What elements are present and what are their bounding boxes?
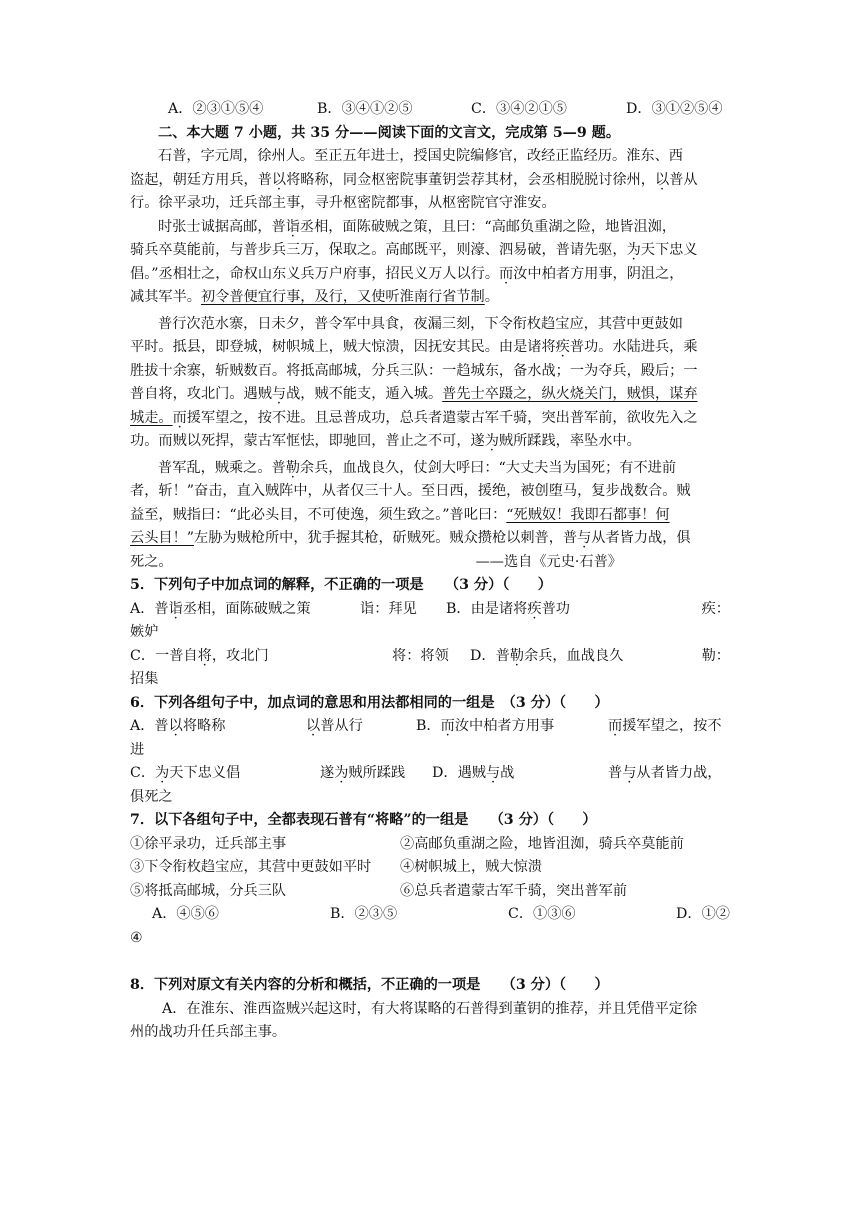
passage-paragraph-1 bbox=[130, 145, 730, 216]
dotted-char: 以 bbox=[168, 718, 183, 734]
wrap-line: 招集 bbox=[130, 671, 159, 687]
q4-options bbox=[130, 98, 730, 122]
text-line: 城走。而援军望之，按不进。且忌普成功，总兵者遣蒙古军千骑，突出普军前，欲收先入之 bbox=[130, 409, 698, 426]
q7-options bbox=[130, 903, 730, 927]
dotted-char: 以 bbox=[654, 171, 670, 188]
underlined-sentence: 初令普便宜行事，及行，又使听淮南行省节制 bbox=[200, 289, 485, 305]
statement-row: ⑤将抵高邮城，分兵三队 ⑥总兵者遣蒙古军千骑，突出普军前 bbox=[130, 882, 628, 899]
question-5 bbox=[130, 574, 730, 692]
dotted-char: 疾 bbox=[555, 339, 570, 355]
statement-row: ①徐平录功，迁兵部主事 ②高邮负重湖之险，地皆沮洳，骑兵卒莫能前 bbox=[130, 835, 684, 852]
text-line: 倡。”丞相壮之，命权山东义兵万户府事，招民义万人以行。而汝中柏者方用事，阴沮之， bbox=[130, 265, 684, 282]
dotted-char: 而 bbox=[172, 409, 187, 426]
question-stem: 8．下列对原文有关内容的分析和概括，不正确的一项是 （3 分）（ ） bbox=[130, 977, 609, 993]
underlined-sentence: 城走。 bbox=[130, 409, 173, 426]
wrap-line: 州的战功升任兵部主事。 bbox=[130, 1024, 287, 1040]
dotted-char: 而 bbox=[499, 265, 514, 282]
passage-paragraph-4 bbox=[130, 457, 730, 575]
q7-option-c[interactable]: C．①③⑥ bbox=[508, 906, 576, 922]
underlined-sentence: “死贼奴！我即石都事！何 bbox=[506, 506, 670, 523]
question-option-a[interactable]: A．普诣丞相，面陈破贼之策 诣：拜见 B．由是诸将疾普功 疾： bbox=[130, 600, 730, 617]
q4-option-a[interactable]: A．②③①⑤④ bbox=[168, 101, 264, 117]
dotted-char: 与 bbox=[577, 530, 592, 546]
text-line: 平时。抵县，即登城，树帜城上，贼大惊溃，因抚安其民。由是诸将疾普功。水陆进兵，乘 bbox=[130, 339, 698, 355]
dotted-char: 诣 bbox=[285, 218, 300, 235]
passage-source: ——选自《元史·石普》 bbox=[475, 553, 622, 570]
text-line: 减其军半。初令普便宜行事，及行，又使听淮南行省节制。 bbox=[130, 289, 499, 305]
text-line: 胜拔十余寨，斩贼数百。将抵高邮城，分兵三队：一趋城东，备水战；一为夺兵，殿后；一 bbox=[130, 362, 698, 379]
dotted-char: 勒 bbox=[509, 647, 524, 664]
wrap-line: 俱死之 bbox=[130, 788, 173, 805]
text-line: 时张士诚据高邮，普诣丞相，面陈破贼之策，且曰：“高邮负重湖之险，地皆沮洳， bbox=[158, 218, 677, 235]
text-line: 普行次范水寨，日未夕，普令军中具食，夜漏三刻，下令衔枚趋宝应，其营中更鼓如 bbox=[158, 315, 683, 332]
dotted-char: 而 bbox=[440, 718, 455, 734]
dotted-char: 为 bbox=[484, 433, 499, 449]
wrap-line: 进 bbox=[130, 741, 145, 758]
dotted-char: 而 bbox=[608, 718, 623, 734]
dotted-char: 以 bbox=[271, 171, 287, 188]
passage-paragraph-3 bbox=[130, 313, 730, 454]
dotted-char: 将 bbox=[197, 647, 212, 664]
text-line: 盗起，朝廷方用兵，普以将略称，同佥枢密院事董钥尝荐其材，会丞相脱脱讨徐州，以普从 bbox=[130, 171, 698, 188]
question-stem: 5．下列句子中加点词的解释，不正确的一项是 （3 分）（ ） bbox=[130, 577, 552, 593]
q4-option-b[interactable]: B．③④①②⑤ bbox=[317, 101, 413, 117]
passage-paragraph-2 bbox=[130, 216, 730, 310]
q4-option-d[interactable]: D．③①②⑤④ bbox=[626, 101, 723, 117]
question-option-c[interactable]: C．一普自将，攻北门 将：将领 D．普勒余兵，血战良久 勒： bbox=[130, 647, 730, 664]
text-line: 者，斩！”奋击，直入贼阵中，从者仅三十人。至日西，援绝，被创堕马，复步战数合。贼 bbox=[130, 483, 691, 499]
text-line: 石普，字元周，徐州人。至正五年进士，授国史院编修官，改经正监经历。淮东、西 bbox=[158, 148, 683, 164]
question-7 bbox=[130, 809, 730, 950]
q7-option-a[interactable]: A．④⑤⑥ bbox=[152, 906, 219, 922]
dotted-char: 诣 bbox=[168, 600, 183, 617]
text-line: 云头目！”左胁为贼枪所中，犹手握其枪，斫贼死。贼众攒枪以刺普，普与从者皆力战，俱 bbox=[130, 530, 691, 546]
dotted-char: 疾 bbox=[527, 600, 542, 617]
question-option-c[interactable]: C．为天下忠义倡 遂为贼所蹂践 D．遇贼与战 普与从者皆力战， bbox=[130, 765, 722, 781]
section-heading: 二、本大题 7 小题，共 35 分——阅读下面的文言文，完成第 5—9 题。 bbox=[158, 124, 621, 141]
dotted-char: 勒 bbox=[285, 459, 300, 476]
question-8 bbox=[130, 974, 730, 1045]
dotted-char: 与 bbox=[485, 765, 501, 781]
text-line: 普军乱，贼乘之。普勒余兵，血战良久，仗剑大呼曰：“大丈夫当为国死；有不进前 bbox=[158, 459, 677, 476]
text-line: 功。而贼以死捍，蒙古军恇怯，即驰回，普止之不可，遂为贼所蹂践，率坠水中。 bbox=[130, 433, 641, 449]
question-option-a[interactable]: A．在淮东、淮西盗贼兴起这时，有大将谋略的石普得到董钥的推荐，并且凭借平定徐 bbox=[162, 1000, 698, 1017]
dotted-char: 以 bbox=[306, 718, 321, 734]
q7-option-b[interactable]: B．②③⑤ bbox=[330, 906, 398, 922]
dotted-char: 与 bbox=[271, 386, 287, 402]
question-stem: 7．以下各组句子中，全都表现石普有“将略”的一组是 （3 分）（ ） bbox=[130, 812, 597, 828]
exam-page bbox=[130, 98, 730, 1045]
underlined-sentence: 普先士卒蹑之，纵火烧关门，贼惧，谋弃 bbox=[442, 386, 698, 402]
dotted-char: 与 bbox=[622, 765, 637, 781]
wrap-line: 嫉妒 bbox=[130, 624, 159, 640]
q4-option-c[interactable]: C．③④②①⑤ bbox=[471, 101, 567, 117]
dotted-char: 为 bbox=[626, 242, 641, 258]
question-stem: 6．下列各组句子中，加点词的意思和用法都相同的一组是 （3 分）（ ） bbox=[130, 694, 609, 711]
q7-option-d[interactable]: D．①② bbox=[676, 906, 730, 922]
text-line: 骑兵卒莫能前，与普步兵三万，保取之。高邮既平，则濠、泗易破，普请先驱，为天下忠义 bbox=[130, 242, 698, 258]
text-line: 益至，贼指曰：“此必头目，不可使逸，须生致之。”普叱曰：“死贼奴！我即石都事！何 bbox=[130, 506, 670, 523]
text-line: 普自将，攻北门。遇贼与战，贼不能支，遁入城。普先士卒蹑之，纵火烧关门，贼惧，谋弃 bbox=[130, 386, 698, 402]
dotted-char: 为 bbox=[334, 765, 349, 781]
text-line: 行。徐平录功，迁兵部主事，寻升枢密院都事，从枢密院官守淮安。 bbox=[130, 195, 556, 211]
underlined-sentence: 云头目！” bbox=[130, 530, 195, 546]
dotted-char: 为 bbox=[155, 765, 170, 781]
text-line: 死之。 ——选自《元史·石普》 bbox=[130, 551, 730, 575]
question-6 bbox=[130, 692, 730, 810]
statement-row: ③下令衔枚趋宝应，其营中更鼓如平时 ④树帜城上，贼大惊溃 bbox=[130, 859, 542, 875]
wrap-line: ④ bbox=[130, 929, 143, 946]
question-option-a[interactable]: A．普以将略称 以普从行 B．而汝中柏者方用事 而援军望之，按不 bbox=[130, 718, 722, 734]
